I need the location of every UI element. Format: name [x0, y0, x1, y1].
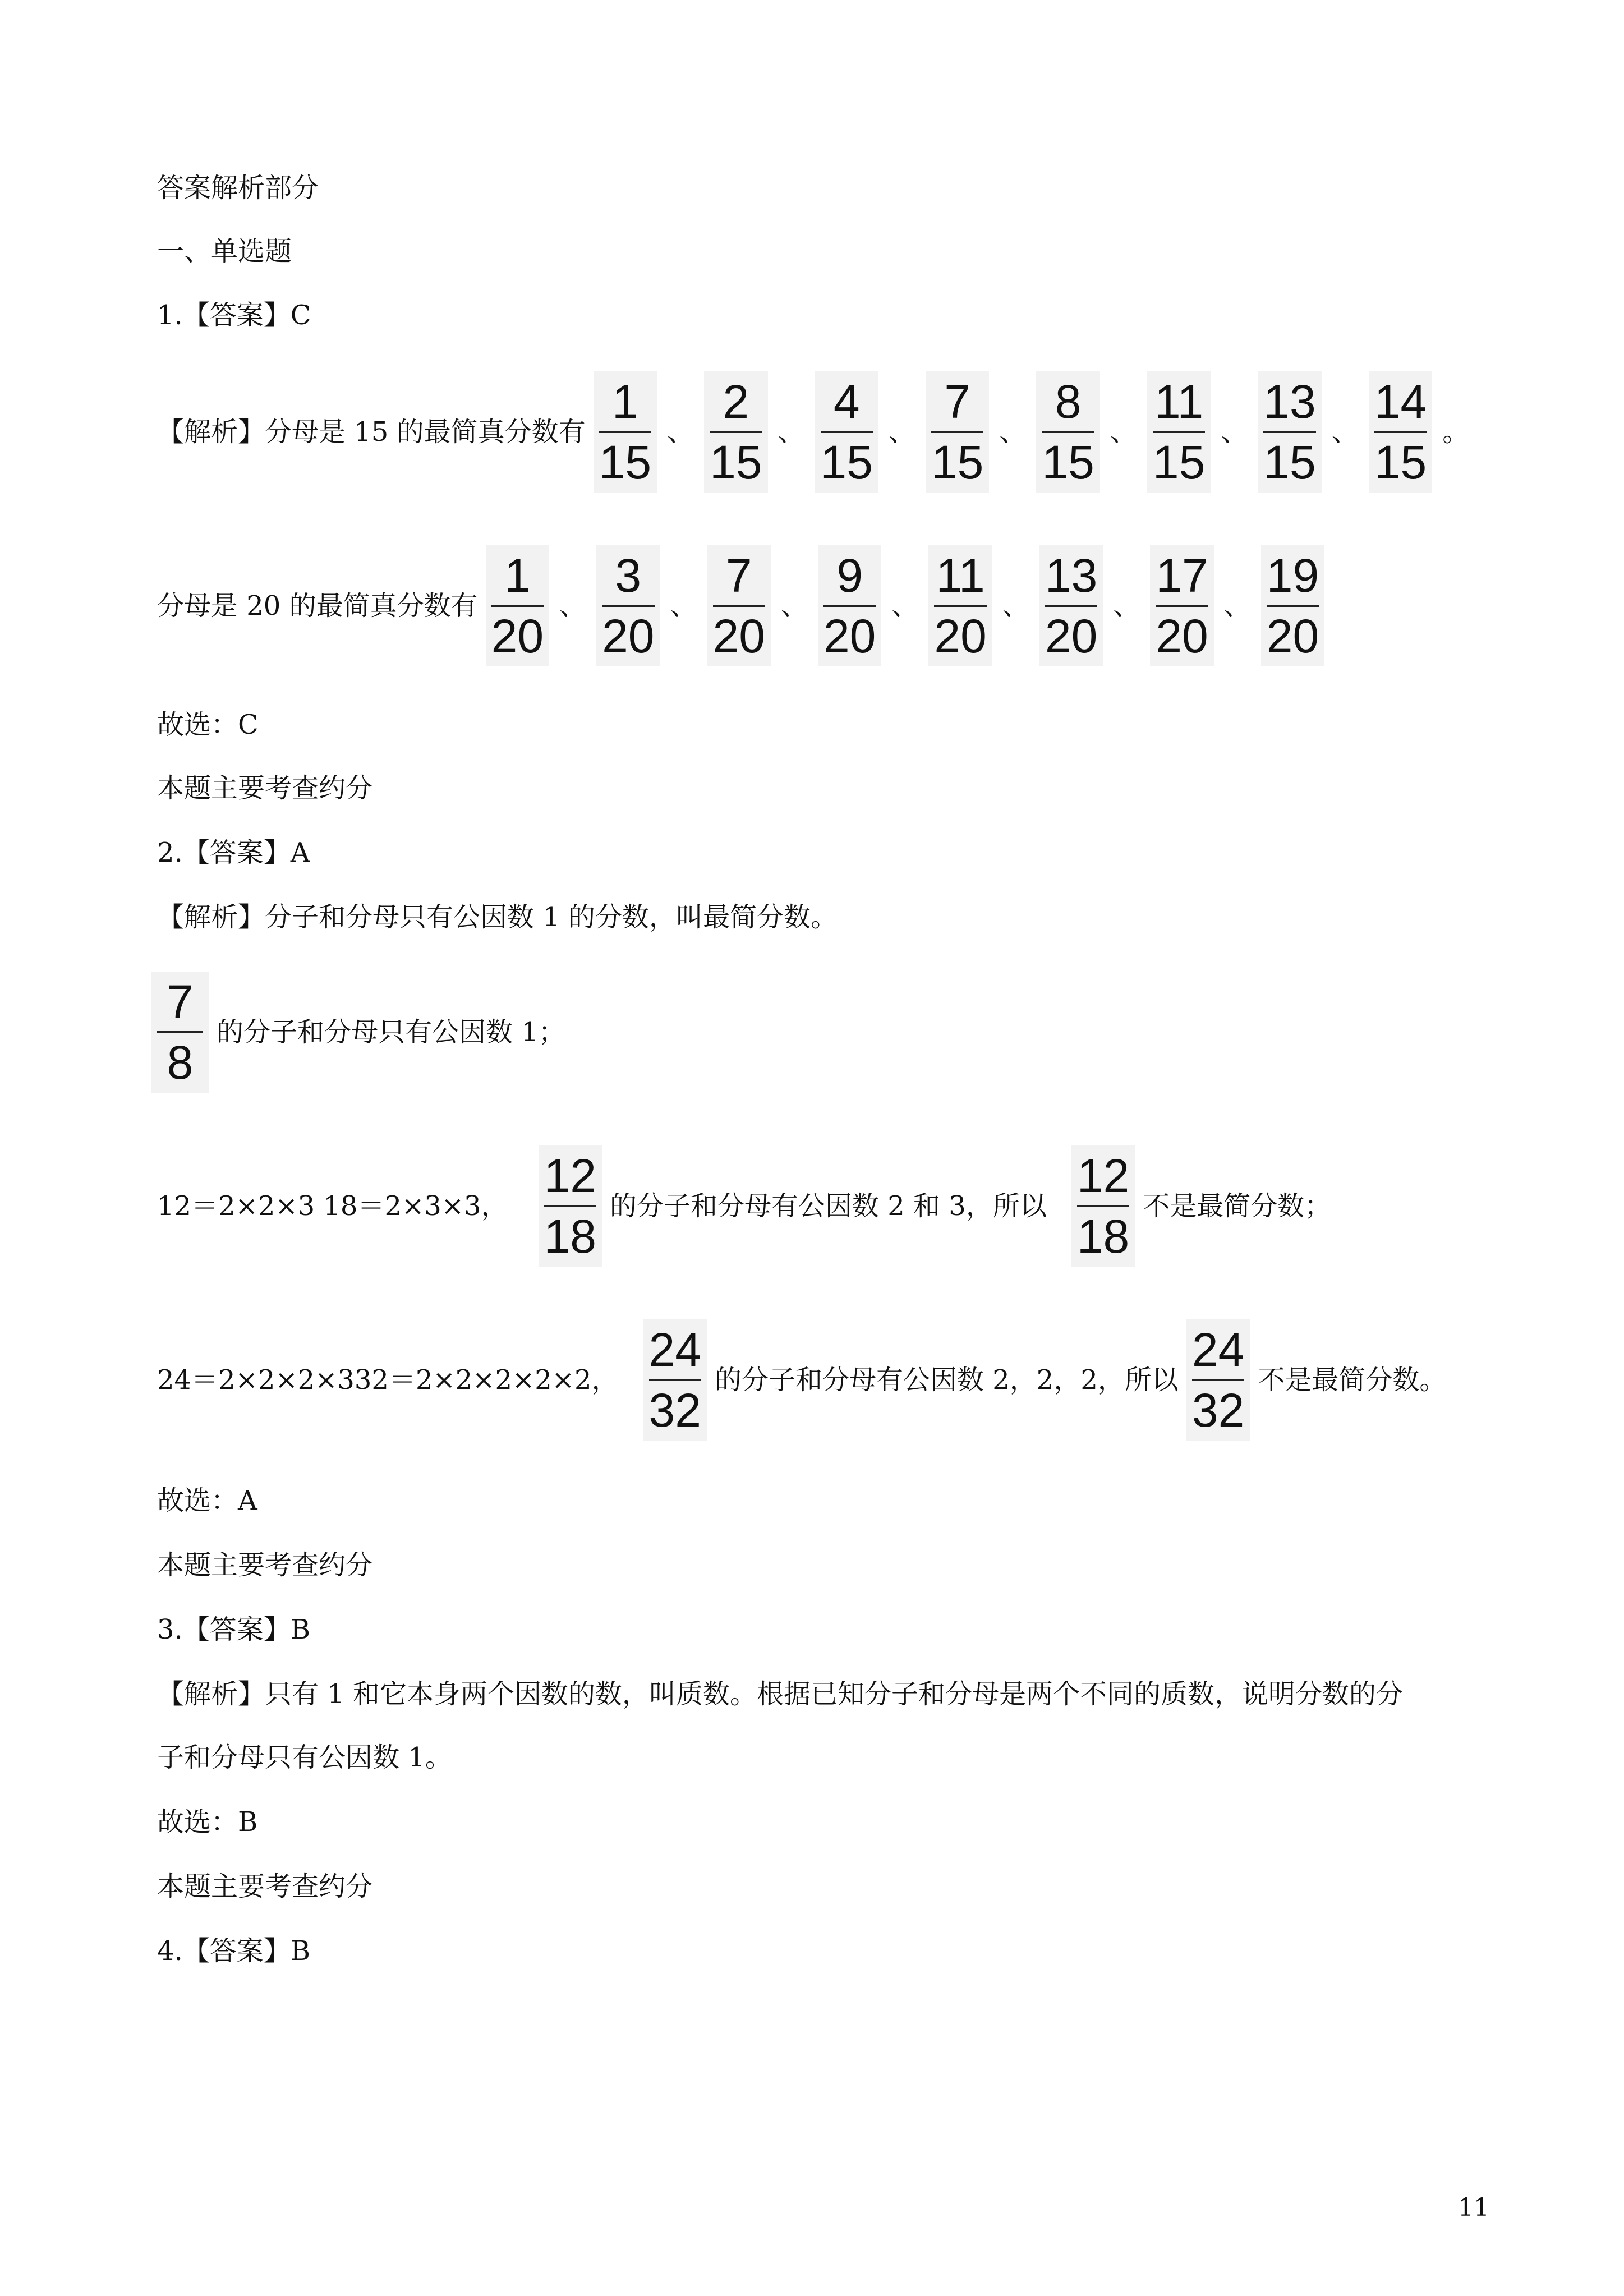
fraction-numerator: 13 [1045, 549, 1098, 602]
q1-analysis-line1 [157, 365, 1471, 499]
fractions-15-group [586, 371, 1472, 493]
q2-line24-mid: 的分子和分母有公因数 2，2，2，所以 [714, 1364, 1179, 1396]
fraction-numerator: 19 [1266, 549, 1319, 602]
fraction-denominator: 15 [710, 436, 762, 489]
fraction-numerator: 4 [833, 375, 860, 428]
fraction-bar [491, 605, 544, 607]
fraction-bar [649, 1379, 701, 1381]
fraction [926, 371, 989, 493]
fractions-20-group [478, 545, 1333, 666]
fraction-7-8 [151, 972, 209, 1093]
fraction-bar [157, 1031, 203, 1033]
q2-line12-prefix: 12＝2×2×3 18＝2×3×3， [157, 1190, 508, 1222]
q4-answer: 4.【答案】B [157, 1935, 311, 1967]
fraction [704, 371, 767, 493]
fraction-bar [1192, 1379, 1244, 1381]
fraction-bar [710, 431, 762, 433]
separator: 、 [667, 416, 694, 448]
fraction-bar [1077, 1205, 1129, 1207]
separator: 、 [778, 416, 805, 448]
fraction-denominator: 20 [491, 610, 544, 662]
fraction-numerator: 9 [836, 549, 863, 602]
fraction-bar [602, 605, 654, 607]
fraction-numerator: 14 [1374, 375, 1427, 428]
fraction-numerator: 7 [944, 375, 971, 428]
q3-topic: 本题主要考查约分 [157, 1871, 373, 1902]
fraction [815, 371, 878, 493]
fraction-bar [1156, 605, 1208, 607]
q2-line24-prefix: 24＝2×2×2×332＝2×2×2×2×2， [157, 1364, 619, 1396]
fraction-numerator: 3 [615, 549, 642, 602]
fraction-numerator: 7 [167, 976, 194, 1028]
q1-choice: 故选：C [157, 709, 259, 740]
page-number: 11 [1458, 2193, 1489, 2222]
q3-choice: 故选：B [157, 1806, 258, 1838]
fraction-denominator: 20 [1156, 610, 1208, 662]
fraction [1036, 371, 1099, 493]
fraction-denominator: 20 [934, 610, 987, 662]
fraction-bar [1263, 431, 1315, 433]
fraction-bar [713, 605, 765, 607]
fraction-denominator: 15 [931, 436, 984, 489]
separator: 、 [1113, 590, 1140, 622]
fraction [1261, 545, 1324, 666]
q2-line-12-18 [157, 1139, 1331, 1273]
fraction-12-18 [539, 1145, 602, 1267]
separator: 、 [1331, 416, 1359, 448]
separator: 、 [780, 590, 808, 622]
q2-line-24-32 [157, 1313, 1446, 1447]
fraction-numerator: 1 [504, 549, 531, 602]
separator: 、 [670, 590, 697, 622]
q2-f78-text: 的分子和分母只有公因数 1； [217, 1016, 565, 1048]
fraction-denominator: 20 [1266, 610, 1319, 662]
fraction [486, 545, 549, 666]
fraction [818, 545, 881, 666]
separator: 、 [559, 590, 587, 622]
fraction-numerator: 11 [936, 549, 985, 602]
fraction-denominator: 15 [1152, 436, 1206, 489]
fraction-numerator: 12 [1076, 1149, 1130, 1202]
q2-line24-suffix: 不是最简分数。 [1258, 1364, 1447, 1396]
fraction-numerator: 17 [1156, 549, 1208, 602]
separator: 。 [1442, 416, 1470, 448]
fraction-denominator: 18 [1076, 1210, 1130, 1263]
fraction-bar [1374, 431, 1427, 433]
fraction-24-32 [643, 1319, 707, 1441]
q2-line-78 [151, 965, 565, 1099]
q2-choice: 故选：A [157, 1485, 257, 1516]
fraction-numerator: 8 [1055, 375, 1082, 428]
fraction [707, 545, 771, 666]
fraction-bar [599, 431, 651, 433]
fraction-bar [1042, 431, 1094, 433]
separator: 、 [1223, 590, 1251, 622]
section-title: 一、单选题 [157, 236, 292, 267]
fraction [594, 371, 657, 493]
fraction-bar [544, 1205, 596, 1207]
fraction-bar [1045, 605, 1097, 607]
fraction-bar [821, 431, 873, 433]
separator: 、 [888, 416, 915, 448]
fraction [1258, 371, 1321, 493]
fraction [1147, 371, 1211, 493]
q1-line2-prefix: 分母是 20 的最简真分数有 [157, 590, 478, 622]
fraction-denominator: 20 [712, 610, 765, 662]
q1-topic: 本题主要考查约分 [157, 772, 373, 804]
fraction-denominator: 20 [602, 610, 655, 662]
q3-analysis-line1: 【解析】只有 1 和它本身两个因数的数，叫质数。根据已知分子和分母是两个不同的质数，说明分数的分 [157, 1678, 1404, 1710]
fraction [928, 545, 992, 666]
q3-answer: 3.【答案】B [157, 1614, 311, 1645]
fraction-denominator: 15 [820, 436, 873, 489]
q1-analysis-prefix: 【解析】分母是 15 的最简真分数有 [157, 416, 586, 448]
fraction-denominator: 15 [1042, 436, 1094, 489]
q1-analysis-line2 [157, 539, 1332, 673]
fraction-bar [1267, 605, 1319, 607]
fraction [1369, 371, 1432, 493]
fraction-denominator: 18 [544, 1210, 596, 1263]
q2-analysis: 【解析】分子和分母只有公因数 1 的分数，叫最简分数。 [157, 901, 838, 933]
fraction-denominator: 15 [1263, 436, 1316, 489]
separator: 、 [891, 590, 919, 622]
fraction [1039, 545, 1103, 666]
fraction-numerator: 1 [611, 375, 638, 428]
fraction-bar [823, 605, 876, 607]
fraction-denominator: 32 [648, 1384, 701, 1437]
fraction-numerator: 24 [648, 1323, 701, 1376]
fraction-numerator: 24 [1191, 1323, 1245, 1376]
separator: 、 [1221, 416, 1248, 448]
fraction [1150, 545, 1213, 666]
fraction-12-18-second [1071, 1145, 1135, 1267]
fraction-denominator: 20 [823, 610, 876, 662]
q3-analysis-line2: 子和分母只有公因数 1。 [157, 1742, 452, 1773]
answer-heading: 答案解析部分 [157, 172, 319, 204]
separator: 、 [1110, 416, 1137, 448]
fraction-bar [1153, 431, 1205, 433]
q2-answer: 2.【答案】A [157, 837, 310, 868]
q2-line12-mid: 的分子和分母有公因数 2 和 3，所以 [609, 1190, 1047, 1222]
fraction-bar [931, 431, 983, 433]
fraction-denominator: 32 [1191, 1384, 1245, 1437]
fraction-denominator: 15 [599, 436, 652, 489]
fraction-numerator: 12 [544, 1149, 596, 1202]
separator: 、 [1002, 590, 1029, 622]
fraction-24-32-second [1186, 1319, 1250, 1441]
q1-answer: 1.【答案】C [157, 300, 311, 331]
fraction-numerator: 2 [723, 375, 749, 428]
fraction-denominator: 15 [1374, 436, 1427, 489]
q2-topic: 本题主要考查约分 [157, 1549, 373, 1581]
fraction-denominator: 20 [1045, 610, 1098, 662]
fraction-bar [934, 605, 986, 607]
fraction-denominator: 8 [167, 1036, 194, 1089]
fraction-numerator: 13 [1263, 375, 1316, 428]
fraction-numerator: 7 [725, 549, 752, 602]
fraction-numerator: 11 [1154, 375, 1204, 428]
fraction [596, 545, 660, 666]
separator: 、 [999, 416, 1027, 448]
q2-line12-suffix: 不是最简分数； [1143, 1190, 1332, 1222]
